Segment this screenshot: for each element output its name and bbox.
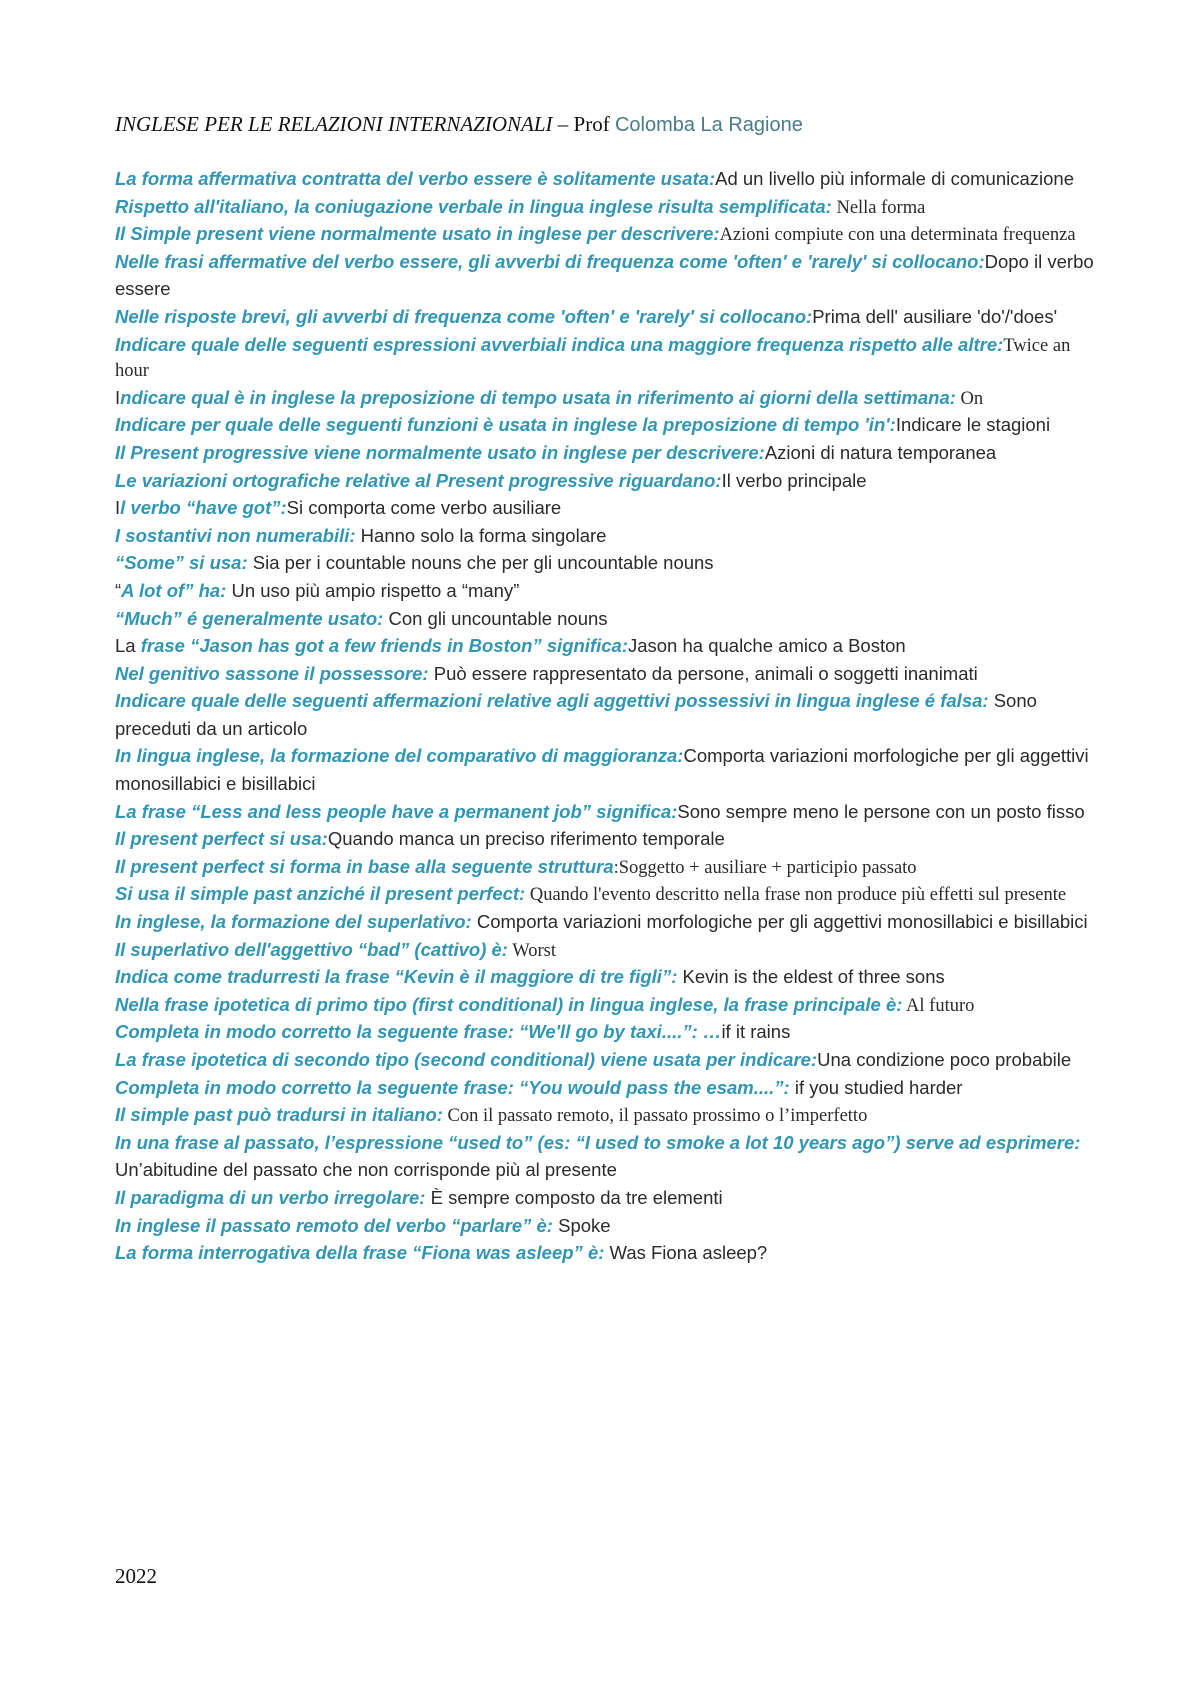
answer-text: Spoke xyxy=(552,1214,611,1236)
answer-text: if it rains xyxy=(721,1021,791,1043)
answer-text: Nella forma xyxy=(831,197,926,218)
question-text: Indicare quale delle seguenti espressioni avverbiali indica una maggiore frequenza rispetto alle altre: xyxy=(115,333,1004,355)
qa-item xyxy=(115,992,1100,1020)
qa-item xyxy=(115,937,1100,965)
answer-text: Was Fiona asleep? xyxy=(604,1242,768,1264)
answer-text: Azioni compiute con una determinata frequenza xyxy=(719,225,1076,246)
qa-item xyxy=(115,661,1100,689)
qa-item xyxy=(115,468,1100,496)
answer-text: On xyxy=(955,388,984,409)
question-answer-list xyxy=(115,166,1100,1268)
answer-text: Al futuro xyxy=(902,995,975,1016)
qa-item xyxy=(115,412,1100,440)
qa-item xyxy=(115,166,1100,194)
answer-text: :Soggetto + ausiliare + participio passato xyxy=(613,857,917,878)
qa-prefix: I xyxy=(115,497,121,519)
qa-item xyxy=(115,495,1100,523)
qa-item xyxy=(115,221,1100,249)
question-text: In una frase al passato, l’espressione “used to” (es: “I used to smoke a lot 10 years ago”) serve ad esprimere: xyxy=(115,1131,1081,1153)
qa-prefix: “ xyxy=(115,579,122,601)
question-text: Il present perfect si usa: xyxy=(115,828,328,850)
answer-text: Quando l'evento descritto nella frase non produce più effetti sul presente xyxy=(525,885,1067,906)
question-text: La forma interrogativa della frase “Fiona was asleep” è: xyxy=(115,1242,605,1264)
qa-prefix: La xyxy=(115,635,136,657)
answer-text: È sempre composto da tre elementi xyxy=(425,1186,723,1208)
answer-text: Si comporta come verbo ausiliare xyxy=(286,497,562,519)
answer-text: Worst xyxy=(507,940,556,961)
question-text: In inglese il passato remoto del verbo “parlare” è: xyxy=(115,1214,553,1236)
qa-item xyxy=(115,799,1100,827)
question-text: Il superlativo dell'aggettivo “bad” (cattivo) è: xyxy=(115,938,508,960)
answer-text: Dopo il verbo essere xyxy=(115,250,1094,300)
question-text: Si usa il simple past anziché il present perfect: xyxy=(115,883,526,905)
qa-item xyxy=(115,523,1100,551)
question-text: Indicare per quale delle seguenti funzioni è usata in inglese la preposizione di tempo 'in': xyxy=(115,414,896,436)
answer-text: Quando manca un preciso riferimento temporale xyxy=(327,828,725,850)
question-text: La frase ipotetica di secondo tipo (second conditional) viene usata per indicare: xyxy=(115,1049,818,1070)
answer-text: Un uso più ampio rispetto a “many” xyxy=(226,579,520,601)
question-text: La forma affermativa contratta del verbo essere è solitamente usata: xyxy=(115,168,716,189)
qa-item xyxy=(115,385,1100,413)
qa-item xyxy=(115,1075,1100,1103)
question-text: Indica come tradurresti la frase “Kevin è il maggiore di tre figli”: xyxy=(115,966,678,988)
question-text: frase “Jason has got a few friends in Boston” significa: xyxy=(135,635,628,657)
answer-text: Con gli uncountable nouns xyxy=(383,607,608,629)
question-text: “Much” é generalmente usato: xyxy=(115,607,384,629)
question-text: Nelle risposte brevi, gli avverbi di frequenza come 'often' e 'rarely' si collocano: xyxy=(115,305,813,327)
professor-name: Colomba La Ragione xyxy=(614,114,803,136)
question-text: Completa in modo corretto la seguente frase: “You would pass the esam....”: xyxy=(115,1076,790,1098)
answer-text: Hanno solo la forma singolare xyxy=(355,524,607,546)
qa-item xyxy=(115,1019,1100,1047)
question-text: Indicare quale delle seguenti affermazioni relative agli aggettivi possessivi in lingua inglese é falsa: xyxy=(115,690,989,712)
answer-text: Twice an hour xyxy=(115,335,1071,382)
question-text: “Some” si usa: xyxy=(115,552,248,574)
qa-item xyxy=(115,688,1100,743)
qa-item xyxy=(115,1047,1100,1075)
answer-text: Comporta variazioni morfologiche per gli aggettivi monosillabici e bisillabici xyxy=(115,745,1089,795)
question-text: La frase “Less and less people have a permanent job” significa: xyxy=(115,800,678,822)
question-text: Completa in modo corretto la seguente frase: “We'll go by taxi....”: … xyxy=(115,1021,722,1043)
qa-item xyxy=(115,249,1100,304)
question-text: In lingua inglese, la formazione del comparativo di maggioranza: xyxy=(115,745,684,767)
qa-item xyxy=(115,964,1100,992)
qa-item xyxy=(115,1240,1100,1268)
qa-item xyxy=(115,743,1100,798)
answer-text: Una condizione poco probabile xyxy=(817,1049,1072,1070)
question-text: Il Present progressive viene normalmente usato in inglese per descrivere: xyxy=(115,441,765,463)
qa-item xyxy=(115,633,1100,661)
qa-item xyxy=(115,578,1100,606)
qa-item xyxy=(115,332,1100,385)
qa-item xyxy=(115,1185,1100,1213)
question-text: Rispetto all'italiano, la coniugazione verbale in lingua inglese risulta semplificata: xyxy=(115,195,832,217)
question-text: A lot of” ha: xyxy=(121,579,227,601)
qa-item xyxy=(115,1102,1100,1130)
answer-text: if you studied harder xyxy=(789,1076,963,1098)
answer-text: Con il passato remoto, il passato prossimo o l’imperfetto xyxy=(442,1106,868,1127)
prof-prefix: – Prof xyxy=(552,112,615,136)
answer-text: Un’abitudine del passato che non corrisponde più al presente xyxy=(115,1159,617,1181)
answer-text: Può essere rappresentato da persone, animali o soggetti inanimati xyxy=(428,662,978,684)
question-text: Il Simple present viene normalmente usato in inglese per descrivere: xyxy=(115,223,720,245)
answer-text: Indicare le stagioni xyxy=(895,414,1051,436)
qa-item xyxy=(115,1213,1100,1241)
answer-text: Comporta variazioni morfologiche per gli aggettivi monosillabici e bisillabici xyxy=(471,911,1088,933)
qa-item xyxy=(115,826,1100,854)
qa-item xyxy=(115,440,1100,468)
qa-item xyxy=(115,854,1100,882)
qa-item xyxy=(115,550,1100,578)
answer-text: Sono sempre meno le persone con un posto fisso xyxy=(677,800,1085,822)
qa-item xyxy=(115,304,1100,332)
question-text: Nella frase ipotetica di primo tipo (first conditional) in lingua inglese, la frase principale è: xyxy=(115,993,903,1015)
answer-text: Sono preceduti da un articolo xyxy=(115,690,1037,739)
question-text: I sostantivi non numerabili: xyxy=(115,524,356,546)
footer-year: 2022 xyxy=(115,1564,157,1588)
qa-item xyxy=(115,909,1100,937)
qa-item xyxy=(115,1130,1100,1185)
answer-text: Azioni di natura temporanea xyxy=(764,441,997,463)
document-title xyxy=(115,112,1115,137)
qa-item xyxy=(115,881,1100,909)
question-text: ndicare qual è in inglese la preposizione di tempo usata in riferimento ai giorni della settimana: xyxy=(120,386,956,408)
question-text: l verbo “have got”: xyxy=(120,497,287,519)
answer-text: Prima dell' ausiliare 'do'/'does' xyxy=(812,305,1058,327)
question-text: Il paradigma di un verbo irregolare: xyxy=(115,1186,426,1208)
qa-prefix: I xyxy=(115,386,121,408)
answer-text: Ad un livello più informale di comunicazione xyxy=(715,168,1075,189)
answer-text: Sia per i countable nouns che per gli uncountable nouns xyxy=(247,552,714,574)
question-text: Nelle frasi affermative del verbo essere, gli avverbi di frequenza come 'often' e 'rarely' si collocano: xyxy=(115,250,985,272)
question-text: Le variazioni ortografiche relative al Present progressive riguardano: xyxy=(115,469,722,491)
answer-text: Kevin is the eldest of three sons xyxy=(677,966,945,988)
answer-text: Il verbo principale xyxy=(721,469,867,491)
question-text: In inglese, la formazione del superlativo: xyxy=(115,911,472,933)
question-text: Nel genitivo sassone il possessore: xyxy=(115,662,429,684)
answer-text: Jason ha qualche amico a Boston xyxy=(627,635,906,657)
qa-item xyxy=(115,194,1100,222)
question-text: Il present perfect si forma in base alla seguente struttura xyxy=(115,855,614,877)
course-title: INGLESE PER LE RELAZIONI INTERNAZIONALI xyxy=(115,112,553,136)
qa-item xyxy=(115,606,1100,634)
question-text: Il simple past può tradursi in italiano: xyxy=(115,1104,443,1126)
